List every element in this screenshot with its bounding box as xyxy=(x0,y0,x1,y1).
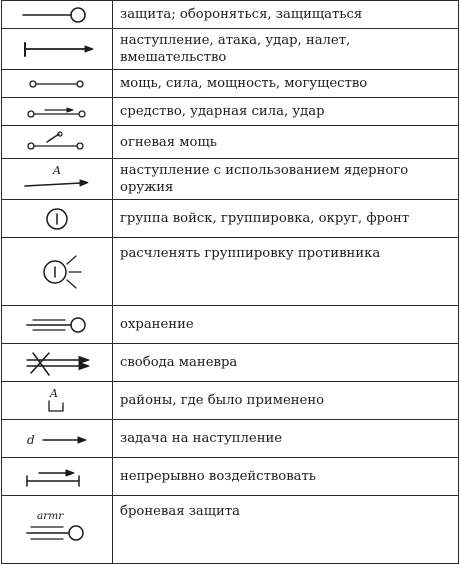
row-text: мощь, сила, мощность, могущество xyxy=(113,70,459,98)
table-row xyxy=(2,29,459,70)
table-row xyxy=(2,382,459,420)
table-row xyxy=(2,306,459,344)
armor-defense-icon xyxy=(9,505,105,555)
symbol-cell xyxy=(2,306,113,344)
symbol-cell xyxy=(2,344,113,382)
symbol-label: A xyxy=(50,386,58,400)
table-row xyxy=(2,200,459,238)
row-text: непрерывно воздействовать xyxy=(113,458,459,496)
row-text: районы, где было применено xyxy=(113,382,459,420)
symbol-cell xyxy=(2,70,113,98)
table-row xyxy=(2,496,459,564)
symbol-cell xyxy=(2,159,113,200)
symbol-cell xyxy=(2,29,113,70)
security-icon xyxy=(9,308,105,342)
row-text: наступление, атака, удар, налет, вмешательство xyxy=(113,29,459,70)
row-text: задача на наступление xyxy=(113,420,459,458)
offensive-task-icon xyxy=(9,424,105,454)
row-text: наступление с использованием ядерного оружия xyxy=(113,159,459,200)
firepower-icon xyxy=(9,128,105,156)
split-enemy-group-icon xyxy=(9,244,105,300)
row-text: свобода маневра xyxy=(113,344,459,382)
table-row xyxy=(2,458,459,496)
nuclear-offensive-icon xyxy=(9,162,105,196)
symbol-cell xyxy=(2,420,113,458)
table-row xyxy=(2,70,459,98)
symbol-cell xyxy=(2,458,113,496)
table-row xyxy=(2,238,459,306)
table-row xyxy=(2,1,459,29)
symbol-cell xyxy=(2,238,113,306)
freedom-maneuver-icon xyxy=(9,346,105,380)
symbol-label: d xyxy=(27,432,35,447)
continuous-impact-icon xyxy=(9,462,105,492)
table-row xyxy=(2,126,459,159)
means-strike-icon xyxy=(9,101,105,123)
table-row xyxy=(2,159,459,200)
symbol-cell xyxy=(2,496,113,564)
symbol-glossary-table xyxy=(1,0,459,564)
table-row xyxy=(2,420,459,458)
power-symbol-icon xyxy=(9,73,105,95)
symbol-label: armr xyxy=(37,509,64,522)
row-text: средство, ударная сила, удар xyxy=(113,98,459,126)
table-row xyxy=(2,98,459,126)
symbol-cell xyxy=(2,1,113,29)
symbol-cell xyxy=(2,200,113,238)
nuclear-area-icon xyxy=(9,385,105,417)
offensive-arrow-icon xyxy=(9,34,105,64)
defense-symbol-icon xyxy=(9,2,105,28)
row-text: защита; обороняться, защищаться xyxy=(113,1,459,29)
symbol-cell xyxy=(2,98,113,126)
row-text: расчленять группировку противника xyxy=(113,238,459,306)
symbol-label: A xyxy=(53,164,61,177)
symbol-cell xyxy=(2,382,113,420)
row-text: огневая мощь xyxy=(113,126,459,159)
symbol-table-page xyxy=(1,0,459,522)
troop-group-icon xyxy=(9,204,105,234)
row-text: группа войск, группировка, округ, фронт xyxy=(113,200,459,238)
row-text: охранение xyxy=(113,306,459,344)
symbol-cell xyxy=(2,126,113,159)
table-row xyxy=(2,344,459,382)
row-text: броневая защита xyxy=(113,496,459,564)
